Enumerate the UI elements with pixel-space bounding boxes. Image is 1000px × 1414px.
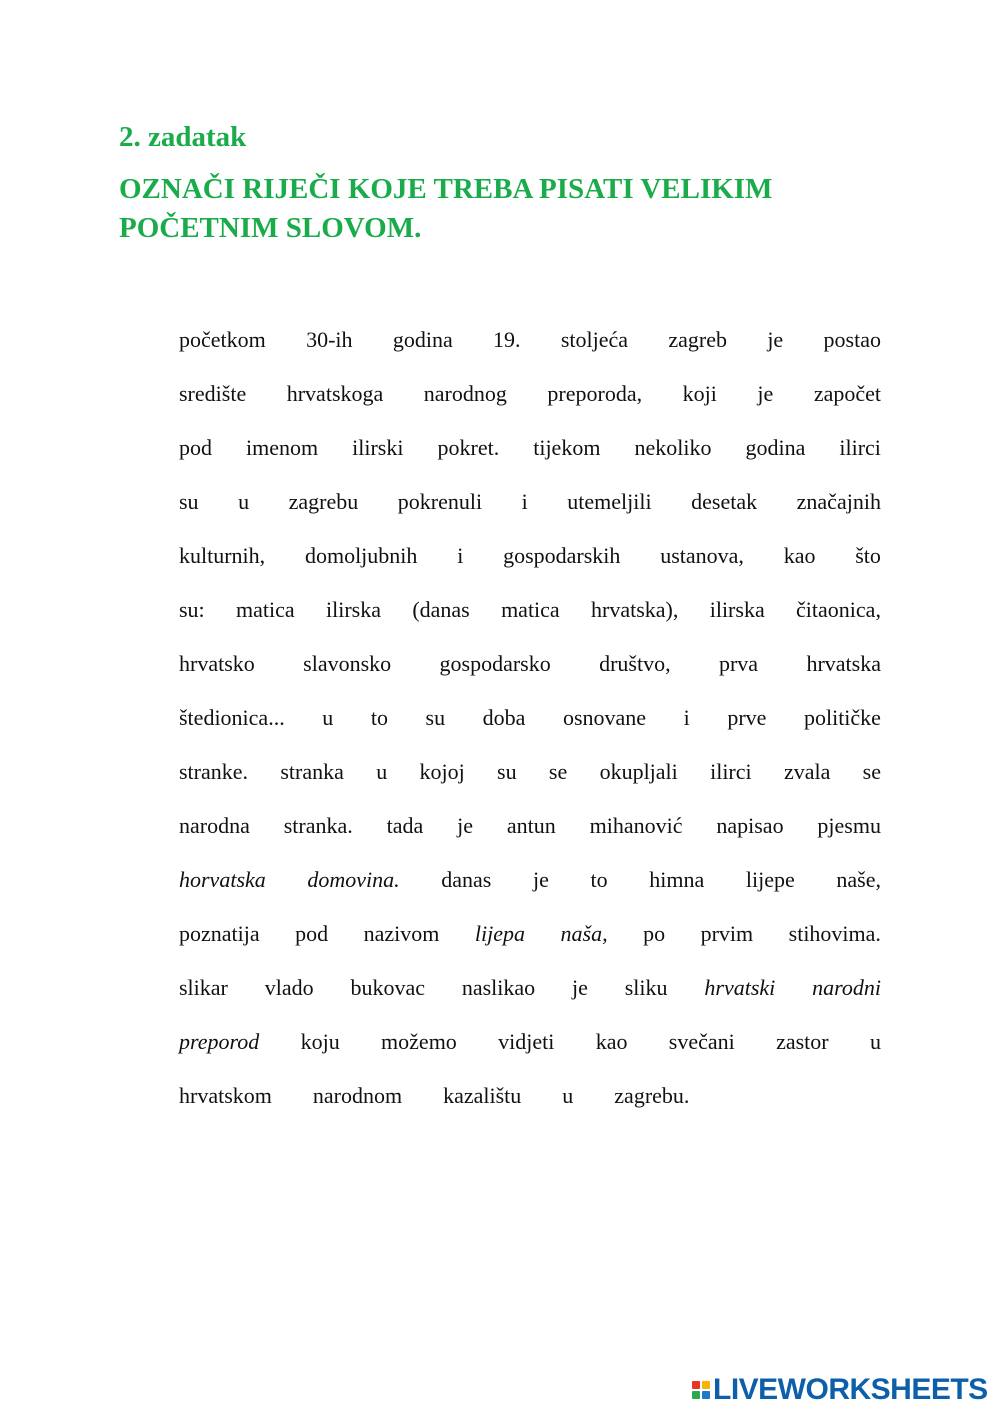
selectable-word[interactable]: narodna	[179, 813, 250, 838]
selectable-word[interactable]: je	[457, 813, 474, 838]
selectable-word[interactable]: lijepa	[474, 921, 526, 946]
selectable-word[interactable]: matica	[501, 597, 560, 622]
text-line	[179, 646, 881, 700]
selectable-word[interactable]: su	[425, 705, 446, 730]
instruction-line-2: POČETNIM SLOVOM.	[119, 212, 422, 244]
selectable-word[interactable]: preporoda,	[547, 381, 643, 406]
selectable-word[interactable]: pod	[179, 435, 212, 460]
selectable-word[interactable]: u	[376, 759, 388, 784]
selectable-word[interactable]: ilirska	[709, 597, 765, 622]
selectable-word[interactable]: poznatija	[179, 921, 260, 946]
selectable-word[interactable]: doba	[482, 705, 526, 730]
selectable-word[interactable]: i	[521, 489, 528, 514]
selectable-word[interactable]: (danas	[412, 597, 470, 622]
selectable-word[interactable]: i	[457, 543, 464, 568]
liveworksheets-logo-icon	[692, 1381, 710, 1399]
text-line	[179, 376, 881, 430]
selectable-word[interactable]: zagreb	[668, 327, 727, 352]
worksheet-text	[179, 322, 881, 1132]
selectable-word[interactable]: preporod	[179, 1029, 260, 1054]
selectable-word[interactable]: zagrebu.	[614, 1083, 690, 1108]
logo-square-2	[702, 1381, 710, 1389]
logo-square-3	[692, 1391, 700, 1399]
selectable-word[interactable]: prvim	[700, 921, 754, 946]
selectable-word[interactable]: 30-ih	[306, 327, 353, 352]
selectable-word[interactable]: slikar	[179, 975, 228, 1000]
selectable-word[interactable]: započet	[813, 381, 881, 406]
selectable-word[interactable]: vlado	[264, 975, 314, 1000]
text-line	[179, 754, 881, 808]
task-number: 2. zadatak	[119, 121, 247, 153]
selectable-word[interactable]: godina	[745, 435, 806, 460]
text-line	[179, 538, 881, 592]
selectable-word[interactable]: prve	[727, 705, 767, 730]
logo-square-4	[702, 1391, 710, 1399]
selectable-word[interactable]: imenom	[246, 435, 319, 460]
selectable-word[interactable]: stranke.	[179, 759, 249, 784]
selectable-word[interactable]: se	[548, 759, 568, 784]
selectable-word[interactable]: to	[370, 705, 388, 730]
selectable-word[interactable]: to	[590, 867, 608, 892]
selectable-word[interactable]: društvo,	[599, 651, 671, 676]
selectable-word[interactable]: mihanović	[589, 813, 683, 838]
selectable-word[interactable]: svečani	[668, 1029, 735, 1054]
selectable-word[interactable]: čitaonica,	[796, 597, 881, 622]
selectable-word[interactable]: nazivom	[363, 921, 440, 946]
selectable-word[interactable]: naslikao	[461, 975, 536, 1000]
selectable-word[interactable]: naša,	[560, 921, 608, 946]
selectable-word[interactable]: zagrebu	[288, 489, 359, 514]
selectable-word[interactable]: i	[683, 705, 690, 730]
text-line	[179, 808, 881, 862]
selectable-word[interactable]: stranka.	[283, 813, 353, 838]
liveworksheets-logo	[692, 1375, 988, 1405]
instruction-heading	[119, 170, 879, 248]
text-line	[179, 1078, 881, 1132]
selectable-word[interactable]: stihovima.	[788, 921, 881, 946]
selectable-word[interactable]: horvatska	[179, 867, 266, 892]
selectable-word[interactable]: naše,	[836, 867, 881, 892]
selectable-word[interactable]: danas	[441, 867, 492, 892]
selectable-word[interactable]: u	[869, 1029, 881, 1054]
selectable-word[interactable]: narodni	[812, 975, 881, 1000]
selectable-word[interactable]: domoljubnih	[304, 543, 418, 568]
selectable-word[interactable]: postao	[823, 327, 881, 352]
selectable-word[interactable]: hrvatski	[704, 975, 776, 1000]
selectable-word[interactable]: ilirci	[839, 435, 881, 460]
selectable-word[interactable]: značajnih	[796, 489, 881, 514]
selectable-word[interactable]: sliku	[624, 975, 668, 1000]
selectable-word[interactable]: kulturnih,	[179, 543, 266, 568]
selectable-word[interactable]: pokret.	[437, 435, 500, 460]
selectable-word[interactable]: možemo	[381, 1029, 457, 1054]
selectable-word[interactable]: pjesmu	[817, 813, 881, 838]
selectable-word[interactable]: u	[562, 1083, 574, 1108]
selectable-word[interactable]: središte	[179, 381, 247, 406]
selectable-word[interactable]: hrvatskoga	[286, 381, 384, 406]
selectable-word[interactable]: ilirski	[352, 435, 404, 460]
selectable-word[interactable]: gospodarskih	[503, 543, 621, 568]
selectable-word[interactable]: po	[643, 921, 666, 946]
text-line	[179, 700, 881, 754]
selectable-word[interactable]: pod	[295, 921, 329, 946]
selectable-word[interactable]: okupljali	[599, 759, 678, 784]
selectable-word[interactable]: političke	[803, 705, 881, 730]
selectable-word[interactable]: nekoliko	[634, 435, 712, 460]
selectable-word[interactable]: je	[572, 975, 588, 1000]
selectable-word[interactable]: pokrenuli	[397, 489, 483, 514]
selectable-word[interactable]: u	[322, 705, 334, 730]
selectable-word[interactable]: matica	[236, 597, 295, 622]
logo-text: LIVEWORKSHEETS	[713, 1373, 988, 1406]
selectable-word[interactable]: se	[862, 759, 881, 784]
selectable-word[interactable]: antun	[506, 813, 556, 838]
text-line	[179, 862, 881, 916]
text-line	[179, 484, 881, 538]
selectable-word[interactable]: gospodarsko	[439, 651, 551, 676]
selectable-word[interactable]: stoljeća	[560, 327, 629, 352]
selectable-word[interactable]: ilirci	[710, 759, 752, 784]
selectable-word[interactable]: slavonsko	[303, 651, 392, 676]
selectable-word[interactable]: ilirska	[325, 597, 381, 622]
selectable-word[interactable]: 19.	[493, 327, 521, 352]
selectable-word[interactable]: u	[238, 489, 250, 514]
selectable-word[interactable]: tijekom	[533, 435, 601, 460]
logo-square-1	[692, 1381, 700, 1389]
selectable-word[interactable]: domovina.	[307, 867, 400, 892]
selectable-word[interactable]: narodnog	[423, 381, 507, 406]
selectable-word[interactable]: koji	[682, 381, 717, 406]
text-line	[179, 592, 881, 646]
selectable-word[interactable]: lijepe	[745, 867, 795, 892]
selectable-word[interactable]: su:	[179, 597, 205, 622]
selectable-word[interactable]: stranka	[280, 759, 344, 784]
selectable-word[interactable]: je	[533, 867, 549, 892]
text-line	[179, 1024, 881, 1078]
selectable-word[interactable]: što	[855, 543, 881, 568]
selectable-word[interactable]: je	[757, 381, 774, 406]
text-line	[179, 430, 881, 484]
selectable-word[interactable]: godina	[392, 327, 453, 352]
selectable-word[interactable]: himna	[649, 867, 705, 892]
selectable-word[interactable]: kao	[783, 543, 816, 568]
selectable-word[interactable]: desetak	[691, 489, 758, 514]
selectable-word[interactable]: narodnom	[312, 1083, 403, 1108]
selectable-word[interactable]: hrvatska	[806, 651, 881, 676]
selectable-word[interactable]: su	[497, 759, 517, 784]
instruction-line-1: OZNAČI RIJEČI KOJE TREBA PISATI VELIKIM	[119, 173, 773, 205]
text-line	[179, 916, 881, 970]
selectable-word[interactable]: napisao	[716, 813, 784, 838]
selectable-word[interactable]: tada	[386, 813, 424, 838]
selectable-word[interactable]: bukovac	[350, 975, 425, 1000]
selectable-word[interactable]: zvala	[783, 759, 831, 784]
selectable-word[interactable]: hrvatskom	[179, 1083, 272, 1108]
selectable-word[interactable]: su	[179, 489, 199, 514]
selectable-word[interactable]: osnovane	[562, 705, 647, 730]
selectable-word[interactable]: kojoj	[419, 759, 465, 784]
selectable-word[interactable]: utemeljili	[567, 489, 652, 514]
selectable-word[interactable]: hrvatska),	[591, 597, 679, 622]
selectable-word[interactable]: vidjeti	[498, 1029, 555, 1054]
selectable-word[interactable]: prva	[718, 651, 759, 676]
selectable-word[interactable]: početkom	[179, 327, 266, 352]
selectable-word[interactable]: kao	[595, 1029, 628, 1054]
selectable-word[interactable]: hrvatsko	[179, 651, 255, 676]
selectable-word[interactable]: ustanova,	[660, 543, 744, 568]
selectable-word[interactable]: koju	[300, 1029, 340, 1054]
selectable-word[interactable]: kazalištu	[443, 1083, 522, 1108]
selectable-word[interactable]: je	[767, 327, 784, 352]
selectable-word[interactable]: zastor	[776, 1029, 829, 1054]
text-line	[179, 322, 881, 376]
selectable-word[interactable]: štedionica...	[179, 705, 285, 730]
text-line	[179, 970, 881, 1024]
